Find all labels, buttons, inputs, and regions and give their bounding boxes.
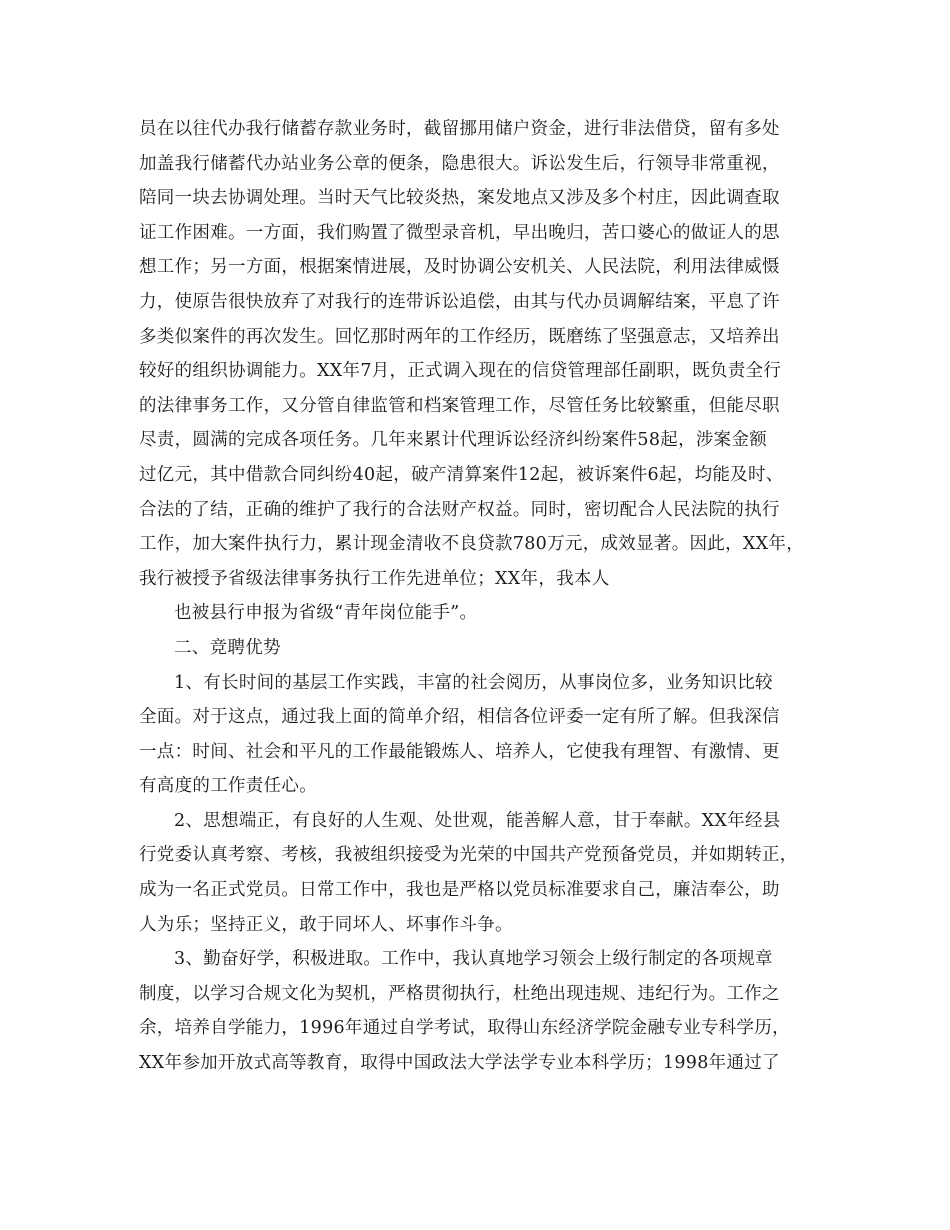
text-line: 加盖我行储蓄代办站业务公章的便条，隐患很大。诉讼发生后，行领导非常重视， bbox=[139, 153, 780, 174]
text-line: 成为一名正式党员。日常工作中，我也是严格以党员标准要求自己，廉洁奉公，助 bbox=[139, 880, 780, 901]
text-line: 余，培养自学能力，1996年通过自学考试，取得山东经济学院金融专业专科学历， bbox=[139, 1018, 790, 1039]
text-line: 的法律事务工作，又分管自律监管和档案管理工作，尽管任务比较繁重，但能尽职 bbox=[139, 395, 780, 416]
text-line: 过亿元，其中借款合同纠纷40起，破产清算案件12起，被诉案件6起，均能及时、 bbox=[139, 464, 784, 485]
text-line: 我行被授予省级法律事务执行工作先进单位；XX年，我本人 bbox=[139, 568, 610, 589]
text-line: 一点：时间、社会和平凡的工作最能锻炼人、培养人，它使我有理智、有激情、更 bbox=[139, 741, 780, 762]
text-line: 多类似案件的再次发生。回忆那时两年的工作经历，既磨练了坚强意志，又培养出 bbox=[139, 326, 780, 347]
paragraph-start: 3、勤奋好学，积极进取。工作中，我认真地学习领会上级行制定的各项规章 bbox=[174, 949, 773, 970]
text-line: 人为乐；坚持正义，敢于同坏人、坏事作斗争。 bbox=[139, 914, 513, 935]
text-line: 想工作；另一方面，根据案情进展，及时协调公安机关、人民法院，利用法律威慑 bbox=[139, 257, 780, 278]
body-text bbox=[139, 112, 839, 1081]
paragraph-start: 1、有长时间的基层工作实践，丰富的社会阅历，从事岗位多，业务知识比较 bbox=[174, 672, 773, 693]
text-line: 陪同一块去协调处理。当时天气比较炎热，案发地点又涉及多个村庄，因此调查取 bbox=[139, 188, 780, 209]
text-line: 尽责，圆满的完成各项任务。几年来累计代理诉讼经济纠纷案件58起，涉案金额 bbox=[139, 430, 768, 451]
text-line: 有高度的工作责任心。 bbox=[139, 776, 317, 797]
text-line: 证工作困难。一方面，我们购置了微型录音机，早出晚归，苦口婆心的做证人的思 bbox=[139, 222, 780, 243]
text-line: 全面。对于这点，通过我上面的简单介绍，相信各位评委一定有所了解。但我深信 bbox=[139, 707, 780, 728]
text-line: 力，使原告很快放弃了对我行的连带诉讼追偿，由其与代办员调解结案，平息了许 bbox=[139, 291, 780, 312]
text-line: 员在以往代办我行储蓄存款业务时，截留挪用储户资金，进行非法借贷，留有多处 bbox=[139, 119, 780, 139]
text-line: 合法的了结，正确的维护了我行的合法财产权益。同时，密切配合人民法院的执行 bbox=[139, 499, 780, 520]
paragraph-start: 2、思想端正，有良好的人生观、处世观，能善解人意，甘于奉献。XX年经县 bbox=[174, 810, 781, 831]
text-line: 行党委认真考察、考核，我被组织接受为光荣的中国共产党预备党员，并如期转正， bbox=[139, 845, 798, 866]
text-line: 制度，以学习合规文化为契机，严格贯彻执行，杜绝出现违规、违纪行为。工作之 bbox=[139, 983, 780, 1004]
text-line: 也被县行申报为省级“青年岗位能手”。 bbox=[174, 603, 478, 624]
text-line: 工作，加大案件执行力，累计现金清收不良贷款780万元，成效显著。因此，XX年， bbox=[139, 534, 805, 555]
text-line: XX年参加开放式高等教育，取得中国政法大学法学专业本科学历；1998年通过了 bbox=[139, 1053, 780, 1074]
section-heading: 二、竞聘优势 bbox=[174, 637, 281, 658]
text-line: 较好的组织协调能力。XX年7月，正式调入现在的信贷管理部任副职，既负责全行 bbox=[139, 361, 782, 382]
